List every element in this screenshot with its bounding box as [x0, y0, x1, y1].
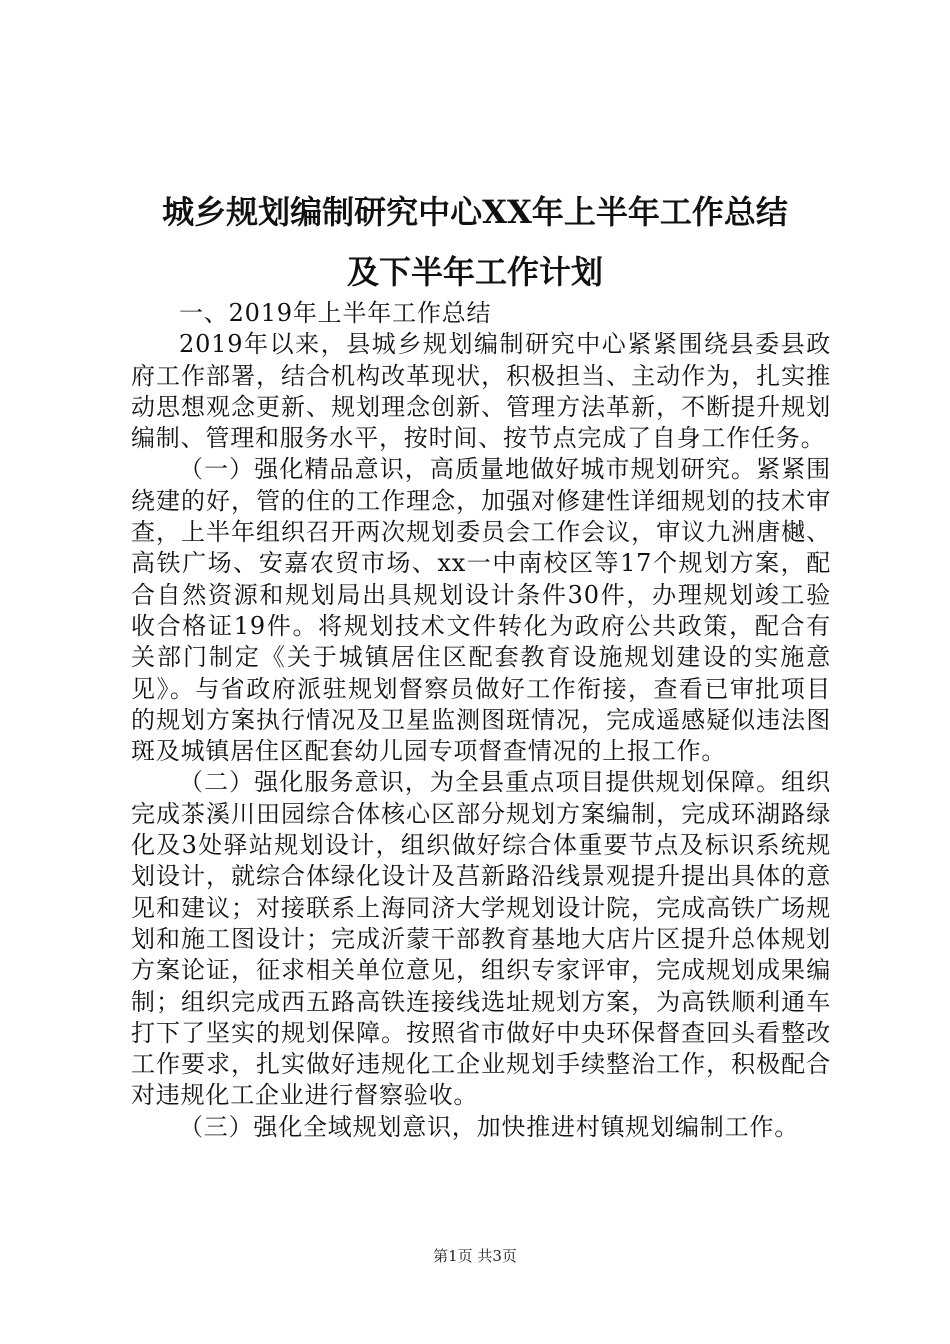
paragraph-item-3: （三）强化全域规划意识，加快推进村镇规划编制工作。	[179, 1112, 799, 1141]
document-title-line-1: 城乡规划编制研究中心XX年上半年工作总结	[162, 193, 788, 231]
paragraph-item-1: （一）强化精品意识，高质量地做好城市规划研究。紧紧围绕建的好，管的住的工作理念，加强对修建性详细规划的技术审查，上半年组织召开两次规划委员会工作会议，审议九洲唐樾、高铁广场、安嘉农贸市场、xx一中南校区等17个规划方案，配合自然资源和规划局出具规划设计条件30件，办理规划竣工验收合格证19件。将规划技术文件转化为政府公共政策，配合有关部门制定《关于城镇居住区配套教育设施规划建设的实施意见》。与省政府派驻规划督察员做好工作衔接，查看已审批项目的规划方案执行情况及卫星监测图斑情况，完成遥感疑似违法图斑及城镇居住区配套幼儿园专项督查情况的上报工作。	[131, 455, 831, 766]
section-heading: 一、2019年上半年工作总结	[179, 299, 492, 327]
page-number-footer: 第1页 共3页	[433, 1247, 517, 1265]
document-title-line-2: 及下半年工作计划	[346, 253, 603, 291]
paragraph-intro: 2019年以来，县城乡规划编制研究中心紧紧围绕县委县政府工作部署，结合机构改革现状，积极担当、主动作为，扎实推动思想观念更新、规划理念创新、管理方法革新，不断提升规划编制、管理和服务水平，按时间、按节点完成了自身工作任务。	[131, 330, 831, 453]
paragraph-item-2: （二）强化服务意识，为全县重点项目提供规划保障。组织完成茶溪川田园综合体核心区部分规划方案编制，完成环湖路绿化及3处驿站规划设计，组织做好综合体重要节点及标识系统规划设计，就综合体绿化设计及莒新路沿线景观提升提出具体的意见和建议；对接联系上海同济大学规划设计院，完成高铁广场规划和施工图设计；完成沂蒙干部教育基地大店片区提升总体规划方案论证，征求相关单位意见，组织专家评审，完成规划成果编制；组织完成西五路高铁连接线选址规划方案，为高铁顺利通车打下了坚实的规划保障。按照省市做好中央环保督查回头看整改工作要求，扎实做好违规化工企业规划手续整治工作，积极配合对违规化工企业进行督察验收。	[131, 768, 831, 1110]
document-body	[131, 298, 831, 1143]
